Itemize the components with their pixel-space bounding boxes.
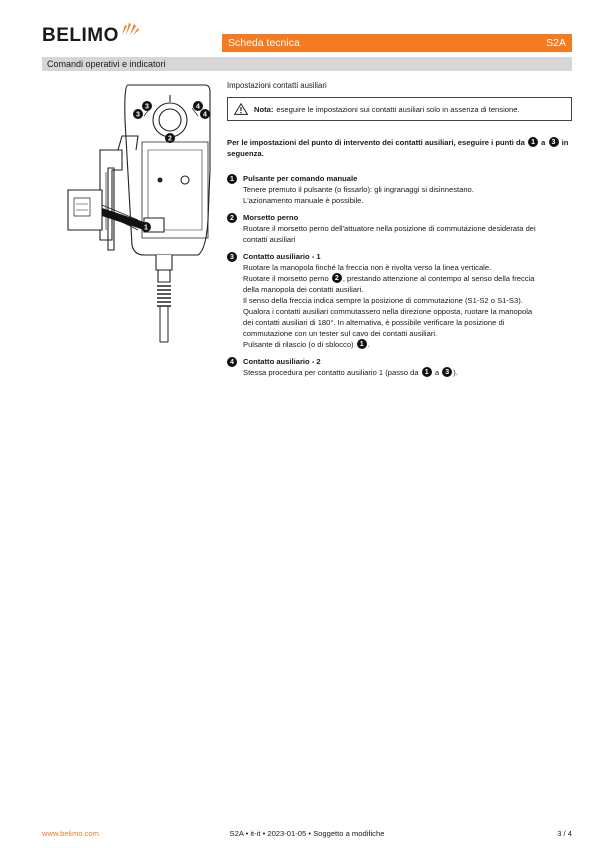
actuator-illustration: [60, 80, 220, 350]
subheading: Impostazioni contatti ausiliari: [227, 81, 327, 90]
intro-marker-3-icon: 3: [549, 137, 559, 147]
list-item: [227, 356, 572, 378]
item-line: [243, 339, 572, 350]
item-line-part: Pulsante di rilascio (o di sblocco): [243, 340, 354, 349]
item-line: Ruotare il morsetto perno dell'attuatore nella posizione di commutazione desiderata dei: [243, 224, 536, 233]
note-text: eseguire le impostazioni sui contatti ausiliari solo in assenza di tensione.: [276, 104, 520, 114]
inline-marker-1-icon: 1: [357, 339, 367, 349]
footer-info: S2A • it-it • 2023-01-05 • Soggetto a modifiche: [229, 829, 385, 838]
item-line: Qualora i contatti ausiliari commutassero nella direzione opposta, ruotare la manopola: [243, 307, 533, 316]
section-title: Comandi operativi e indicatori: [42, 57, 572, 71]
logo-sunburst-icon: [120, 20, 140, 36]
item-line: contatti ausiliari: [243, 235, 296, 244]
item-line-part: Stessa procedura per contatto ausiliario 1 (passo da: [243, 368, 419, 377]
inline-marker-3-icon: 3: [442, 367, 452, 377]
item-title: Contatto ausiliario - 2: [243, 357, 321, 366]
item-line: commutazione con un tester sul cavo dei contatti ausiliari.: [243, 329, 438, 338]
note-box: [227, 97, 572, 121]
svg-text:2: 2: [168, 135, 172, 143]
item-line: [243, 273, 572, 284]
intro-part-3: seguenza.: [227, 149, 264, 158]
svg-text:1: 1: [144, 224, 148, 232]
note-label: Nota:: [254, 104, 274, 114]
intro-part-1: Per le impostazioni del punto di intervento dei contatti ausiliari, eseguire i punti da: [227, 138, 525, 147]
header-bar: [222, 34, 572, 52]
page-number: 3 / 4: [557, 829, 572, 838]
product-code: S2A: [546, 37, 566, 49]
item-line-part: .: [367, 340, 370, 349]
item-line: Tenere premuto il pulsante (o fissarlo): gli ingranaggi si disinnestano.: [243, 185, 474, 194]
item-line-part: a: [434, 368, 440, 377]
intro-marker-1-icon: 1: [528, 137, 538, 147]
list-item: [227, 173, 572, 206]
doc-type: Scheda tecnica: [228, 37, 300, 49]
item-line-part: Ruotare il morsetto perno: [243, 274, 329, 283]
svg-text:3: 3: [136, 111, 140, 119]
item-line: della manopola dei contatti ausiliari.: [243, 285, 364, 294]
logo-text: BELIMO: [42, 25, 119, 46]
item-title: Morsetto perno: [243, 213, 299, 222]
item-line: Ruotare la manopola finché la freccia non è rivolta verso la linea verticale.: [243, 263, 492, 272]
item-line: L'azionamento manuale è possibile.: [243, 196, 364, 205]
item-line: dei contatti ausiliari di 180°. In alternativa, è possibile verificare la posizione di: [243, 318, 505, 327]
item-number: 3: [227, 252, 237, 262]
item-title: Pulsante per comando manuale: [243, 174, 358, 183]
svg-text:4: 4: [196, 103, 200, 111]
svg-text:4: 4: [203, 111, 207, 119]
item-line-part: ).: [453, 368, 458, 377]
svg-text:3: 3: [145, 103, 149, 111]
item-title: Contatto ausiliario - 1: [243, 252, 321, 261]
item-line-part: , prestando attenzione al contempo al senso della freccia: [342, 274, 535, 283]
list-item: [227, 251, 572, 350]
intro-part-2: in: [561, 138, 569, 147]
item-number: 4: [227, 357, 237, 367]
belimo-logo: [42, 26, 140, 45]
item-number: 2: [227, 213, 237, 223]
intro-text: [227, 137, 572, 159]
inline-marker-2-icon: 2: [332, 273, 342, 283]
footer-url-link[interactable]: www.belimo.com: [42, 829, 99, 838]
content-column: [227, 80, 572, 384]
item-line: Il senso della freccia indica sempre la posizione di commutazione (S1-S2 o S1-S3).: [243, 296, 523, 305]
list-item: [227, 212, 572, 245]
inline-marker-1-icon: 1: [422, 367, 432, 377]
item-line: [243, 367, 572, 378]
item-number: 1: [227, 174, 237, 184]
intro-a: a: [541, 138, 546, 147]
warning-icon: [234, 103, 248, 115]
